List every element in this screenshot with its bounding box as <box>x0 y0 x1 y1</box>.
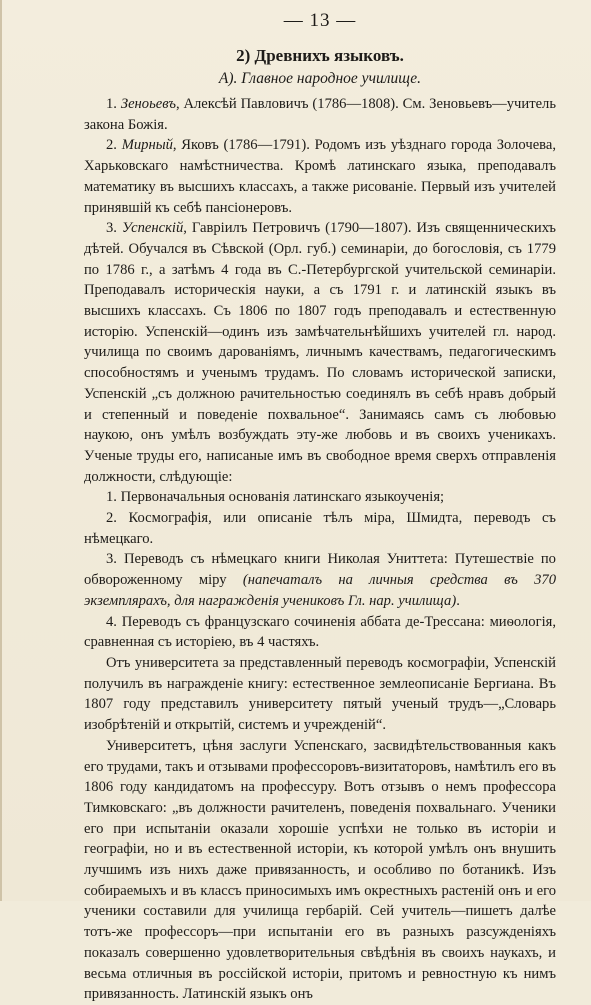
entry-text: , Яковъ (1786—1791). Родомъ изъ уѣзднаго города Золочева, Харьковскаго намѣстничества. Кромѣ латинскаго языка, преподавалъ математику въ высшихъ классахъ, а также рисованіе. Первый изъ учителей принявшій къ себѣ пансіонеровъ. <box>84 137 556 216</box>
section-title: 2) Древнихъ языковъ. <box>236 46 404 65</box>
page-edge <box>0 0 2 901</box>
work-text: Переводъ съ нѣмецкаго книги Николая Униттета: Путешествіе по обвороженному міру <box>84 551 556 589</box>
work-text: Первоначальныя основанія латинскаго языкоученія; <box>120 489 445 506</box>
entry-name: Успенскій <box>121 220 184 237</box>
page-number: — 13 — <box>283 10 357 31</box>
entry-zenovyev <box>84 94 556 135</box>
paragraph-university: Отъ университета за представленный переводъ космографіи, Успенскій получилъ въ награжденіе книгу: естественное землеописаніе Бергиана. Въ 1807 году представилъ университету пятый ученый трудъ—„Словарь изобрѣтеній и открытій, системъ и учрежденій“. <box>84 654 556 734</box>
subheading: А). Главное народное училище. <box>218 70 422 87</box>
work-item <box>84 612 556 653</box>
work-number: 3. <box>106 551 117 568</box>
work-item <box>84 549 556 611</box>
work-tail: . <box>456 592 460 609</box>
work-text: Космографія, или описаніе тѣлъ міра, Шмидта, переводъ съ нѣмецкаго. <box>84 510 556 547</box>
entry-number: 1. <box>106 96 117 112</box>
entry-uspensky <box>84 218 556 487</box>
work-number: 1. <box>106 489 117 506</box>
page-content <box>84 10 556 1005</box>
work-item <box>84 508 556 549</box>
work-item <box>84 487 556 508</box>
work-number: 4. <box>106 613 117 630</box>
entry-name: Зеноьевъ <box>120 96 176 112</box>
work-text: Переводъ съ французскаго сочиненія аббата де-Трессана: миѳологія, сравненная съ исторіею, въ 4 частяхъ. <box>84 613 556 651</box>
entry-text: , Алексѣй Павловичъ (1786—1808). См. Зеновьевъ—учитель закона Божія. <box>84 96 556 133</box>
work-number: 2. <box>106 510 117 527</box>
entry-mirny <box>84 135 556 218</box>
work-italic-note: (напечаталъ на личныя средства въ 370 экземплярахъ, для награжденія учениковъ Гл. нар. училища) <box>84 572 556 609</box>
entry-text: , Гавріилъ Петровичъ (1790—1807). Изъ священническихъ дѣтей. Обучался въ Сѣвской (Орл. губ.) семинаріи, до богословія, съ 1779 по 1786 г., а затѣмъ 4 года въ С.-Петербургской учительской семинаріи. Преподавалъ историческія науки, а съ 1791 г. и латинскій языкъ въ высшихъ классахъ. Съ 1806 по 1807 годъ преподавалъ и естественную исторію. Успенскій—одинъ изъ замѣчательнѣйшихъ учителей гл. народ. училища по своимъ дарованіямъ, личнымъ качествамъ, педагогическимъ способностямъ и ученымъ трудамъ. По словамъ исторической записки, Успенскій „съ должною рачительностью соединялъ въ себѣ нравъ добрый и степенный и поведеніе похвальное“. Занимаясь самъ съ любовью наукою, онъ умѣлъ возбуждать эту-же любовь и въ своихъ ученикахъ. Ученые труды его, написаные имъ въ свободное время сверхъ отправленія должности, слѣдующіе: <box>84 220 556 485</box>
entry-number: 3. <box>106 220 117 237</box>
entry-name: Мирный <box>121 137 173 154</box>
paragraph-final: Университетъ, цѣня заслуги Успенскаго, засвидѣтельствованныя какъ его трудами, такъ и отзывами профессоровъ-визитаторовъ, намѣтилъ его въ 1806 году кандидатомъ на профессуру. Вотъ отзывъ о немъ профессора Тимковскаго: „въ должности рачителенъ, поведенія похвальнаго. Ученики его при испытаніи оказали хорошіе успѣхи не только въ исторіи и географіи, но и въ естественной исторіи, къ которой умѣлъ онъ внушить лучшимъ изъ нихъ даже привязанность, и особливо по ботаникѣ. Изъ собираемыхъ и въ классъ приносимыхъ имъ окрестныхъ растеній онъ и его ученики составили для училища гербарій. Сей учитель—пишетъ далѣе тотъ-же профессоръ—при испытаніи его въ разныхъ разсужденіяхъ показалъ совершенно удовлетворительныя свѣдѣнія въ своихъ наукахъ, и весьма отличныя въ россійской исторіи, притомъ и ревностную къ нимъ привязанность. Латинскій языкъ онъ <box>84 737 556 1003</box>
entry-number: 2. <box>106 137 117 154</box>
